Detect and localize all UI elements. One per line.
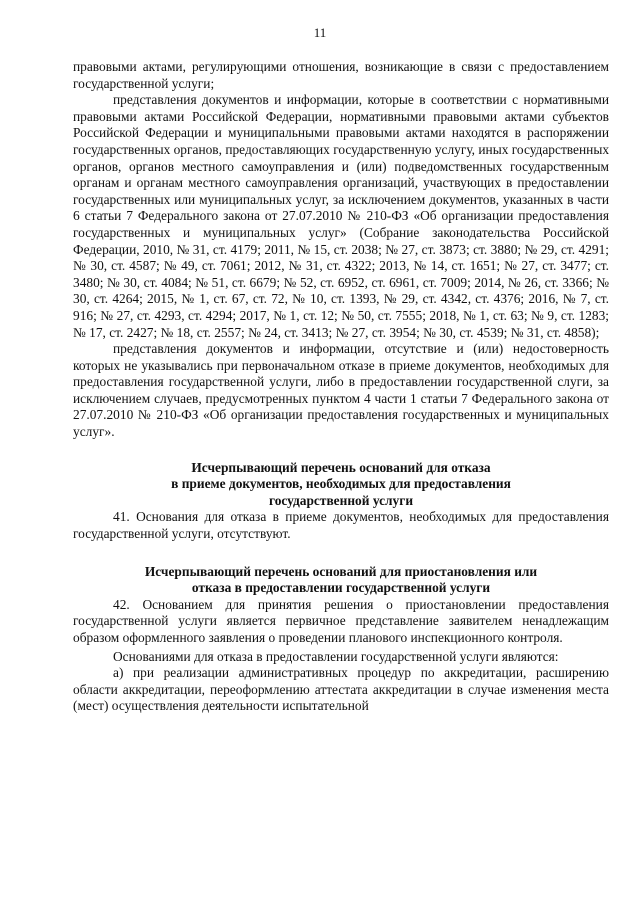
paragraph-documents-info: представления документов и информации, которые в соответствии с нормативными правовыми актами Российской Федерации, нормативными правовыми актами субъектов Российской Федерации и муниципальными правовыми актами находятся в распоряжении государственных органов, предоставляющих государственную услугу, иных государственных органов, органов местного самоуправления и (или) подведомственных государственным органам и органам местного самоуправления организаций, участвующих в предоставлении государственных или муниципальных услуг, за исключением документов, указанных в части 6 статьи 7 Федерального закона от 27.07.2010 № 210-ФЗ «Об организации предоставления государственных и муниципальных услуг» (Собрание законодательства Российской Федерации, 2010, № 31, ст. 4179; 2011, № 15, ст. 2038; № 27, ст. 3873; ст. 3880; № 29, ст. 4291; № 30, ст. 4587; № 49, ст. 7061; 2012, № 31, ст. 4322; 2013, № 14, ст. 1651; № 27, ст. 3477; ст. 3480; № 30, ст. 4084; № 51, ст. 6679; № 52, ст. 6952, ст. 6961, ст. 7009; 2014, № 26, ст. 3366; № 30, ст. 4264; 2015, № 1, ст. 67, ст. 72, № 10, ст. 1393, № 29, ст. 4342, ст. 4376; 2016, № 7, ст. 916; № 27, ст. 4293, ст. 4294; 2017, № 1, ст. 12; № 50, ст. 7555; 2018, № 1, ст. 63; № 9, ст. 1283; № 17, ст. 2427; № 18, ст. 2557; № 24, ст. 3413; № 27, ст. 3954; № 30, ст. 4539; № 31, ст. 4858); [73, 92, 610, 340]
heading-line: Исчерпывающий перечень оснований для приостановления или [144, 563, 538, 579]
paragraph-41: 41. Основания для отказа в приеме документов, необходимых для предоставления государственной услуги, отсутствуют. [73, 509, 609, 542]
paragraph-item-a: а) при реализации административных процедур по аккредитации, расширению области аккредитации, переоформлению аттестата аккредитации в случае изменения места (мест) осуществления деятельности испытательной [73, 665, 609, 714]
paragraph-legal-acts: правовыми актами, регулирующими отношения, возникающие в связи с предоставлением государственной услуги; [73, 59, 609, 91]
paragraph-refusal-grounds: Основаниями для отказа в предоставлении государственной услуги являются: [113, 648, 559, 664]
paragraph-42: 42. Основанием для принятия решения о приостановлении предоставления государственной услуги является первичное представление заявителем ненадлежащим образом оформленного заявления о проведении планового инспекционного контроля. [73, 596, 609, 645]
section-heading-suspension [73, 564, 609, 597]
paragraph-unreliable-docs: представления документов и информации, отсутствие и (или) недостоверность которых не указывались при первоначальном отказе в приеме документов, необходимых для предоставления государственной услуги, либо в предоставлении государственной слуги, за исключением случаев, предусмотренных пунктом 4 части 1 статьи 7 Федерального закона от 27.07.2010 № 210-ФЗ «Об организации предоставления государственных и муниципальных услуг». [73, 341, 609, 440]
document-body [73, 59, 609, 715]
spacer [73, 543, 609, 564]
section-heading-refusal [73, 460, 609, 510]
spacer [73, 441, 609, 460]
heading-line: в приеме документов, необходимых для предоставления [171, 476, 511, 492]
heading-line: отказа в предоставлении государственной услуги [191, 580, 491, 596]
heading-line: Исчерпывающий перечень оснований для отказа [191, 459, 491, 475]
heading-line: государственной услуги [268, 492, 414, 508]
page-number: 11 [313, 25, 327, 40]
